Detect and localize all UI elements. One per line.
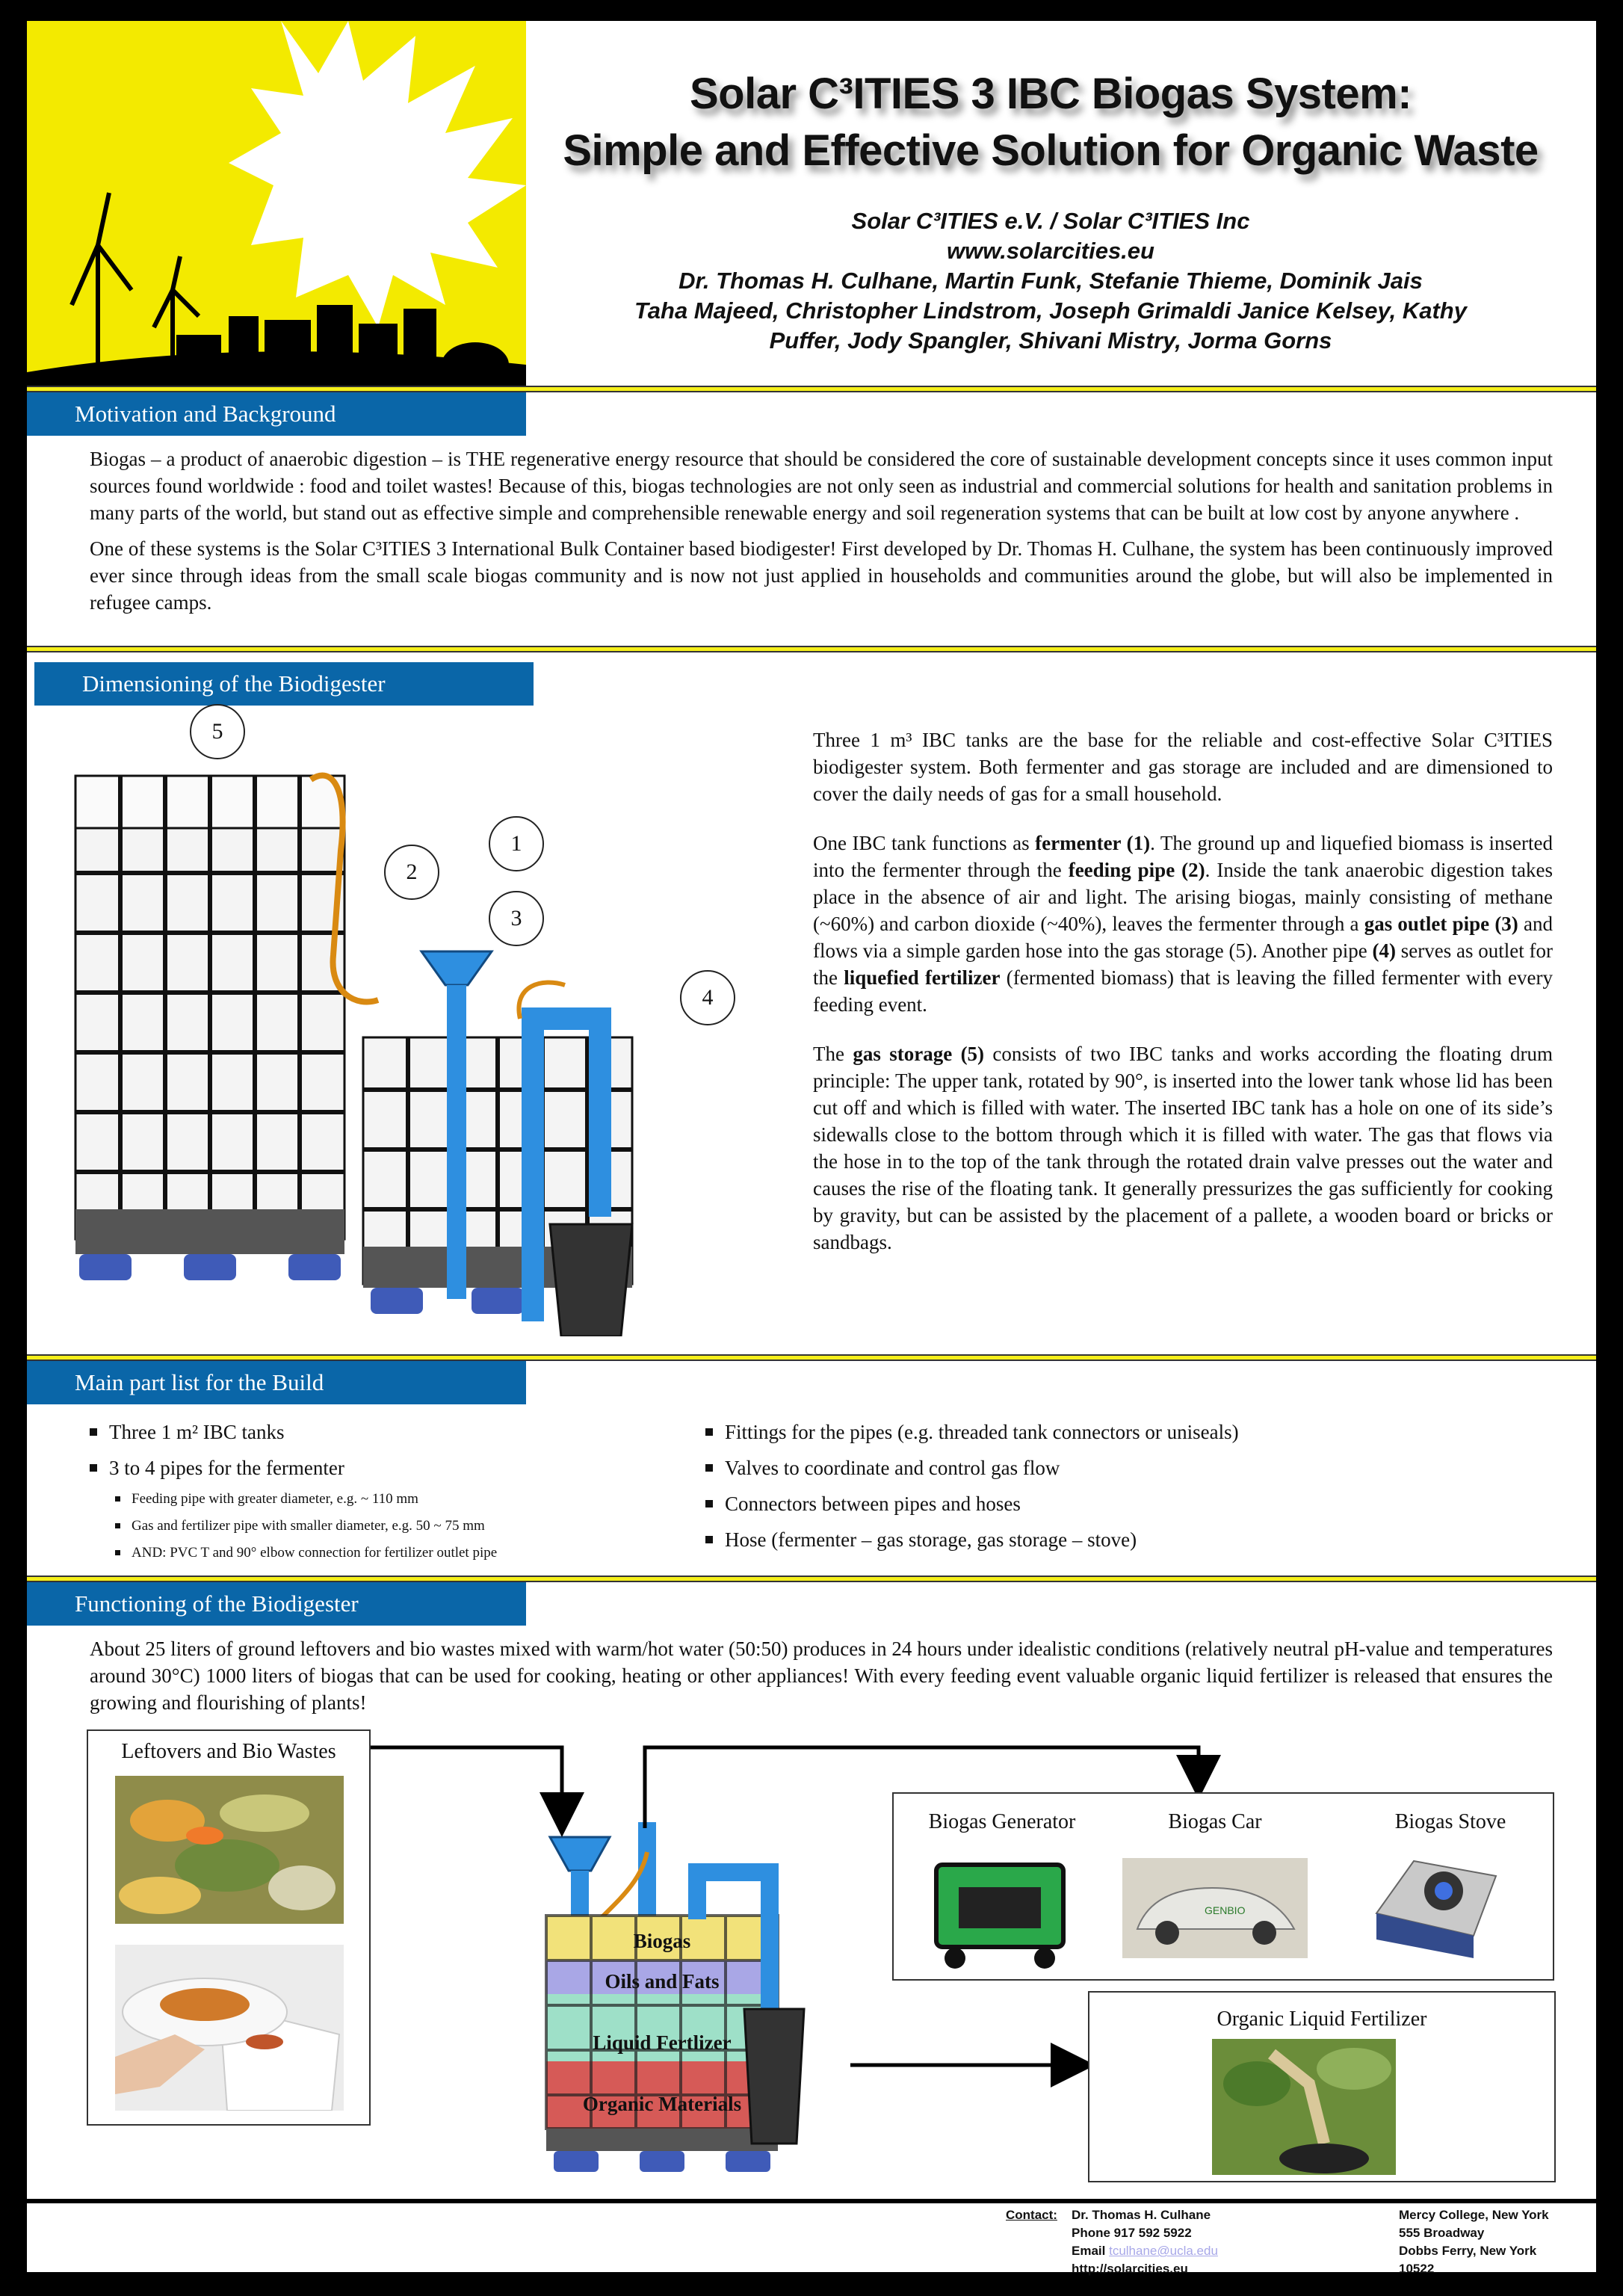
authors-line-2: Taha Majeed, Christopher Lindstrom, Joseph Grimaldi Janice Kelsey, Kathy — [634, 297, 1467, 324]
divider — [27, 386, 1596, 392]
section-heading-dimensioning: Dimensioning of the Biodigester — [34, 662, 534, 706]
car-image — [1122, 1858, 1308, 1958]
dimensioning-text — [813, 726, 1553, 1265]
car-brand-text: GENBIO — [1205, 1904, 1246, 1916]
part-subitem: Gas and fertilizer pipe with smaller diameter, e.g. 50 ~ 75 mm — [90, 1513, 702, 1540]
fertilizer-label: Organic Liquid Fertilizer — [1217, 2008, 1427, 2031]
sun-wind-city-icon — [27, 21, 526, 387]
part-item: Hose (fermenter – gas storage, gas storage – stove) — [705, 1522, 1550, 1558]
address-street: 555 Broadway — [1399, 2226, 1485, 2240]
authors-line-3: Puffer, Jody Spangler, Shivani Mistry, Jorma Gorns — [769, 327, 1332, 354]
output-label-generator: Biogas Generator — [928, 1810, 1076, 1833]
food-waste-image — [115, 1776, 344, 1924]
divider — [27, 1354, 1596, 1361]
ibc-biodigester-illustration — [64, 761, 707, 1336]
contact-email-row: Email tculhane@ucla.edu — [1072, 2244, 1218, 2258]
title-line-2: Simple and Effective Solution for Organic Waste — [563, 126, 1539, 175]
organization: Solar C³ITIES e.V. / Solar C³ITIES Inc — [851, 208, 1250, 234]
output-label-car: Biogas Car — [1168, 1810, 1262, 1833]
input-label: Leftovers and Bio Wastes — [121, 1740, 336, 1763]
title-line-1: Solar C³ITIES 3 IBC Biogas System: — [689, 70, 1412, 118]
stove-image — [1369, 1846, 1500, 1967]
poster-title — [550, 66, 1551, 179]
contact-label: Contact: — [1006, 2208, 1057, 2222]
contact-phone: Phone 917 592 5922 — [1072, 2226, 1192, 2240]
poster — [27, 21, 1596, 2276]
dimensioning-paragraph-1: Three 1 m³ IBC tanks are the base for the reliable and cost-effective Solar C³ITIES biodigester system. Both fermenter and gas storage are included and are dimensioned to cover the daily needs of gas for a small household. — [813, 729, 1553, 805]
motivation-paragraph-2: One of these systems is the Solar C³ITIES 3 International Bulk Container based biodigester! First developed by Dr. Thomas H. Culhane, the system has been continuously improved ever since through ideas from the small scale biogas community and is now not just applied in households and communities around the globe, but will also be implemented in refugee camps. — [90, 537, 1553, 614]
dimensioning-paragraph-3: The gas storage (5) consists of two IBC tanks and works according the floating drum principle: The upper tank, rotated by 90°, is inserted into the lower tank whose lid has been cut off and which is filled with water. The inserted IBC tank has a hole on one of its side’s sidewalls close to the bottom through which it is filled with water. The gas that flows via the hose in to the top of the tank through the rotated drain valve presses out the water and causes the rise of the floating tank. It generally pressurizes the gas sufficiently for cooking by gravity, but can be assisted by the placement of a pallete, a wooden board or bricks or sandbags. — [813, 1043, 1553, 1253]
generator-image — [925, 1846, 1075, 1970]
scraping-waste-image — [115, 1945, 344, 2111]
part-subitem: AND: PVC T and 90° elbow connection for fertilizer outlet pipe — [90, 1540, 702, 1567]
divider — [27, 1576, 1596, 1582]
callout-4: 4 — [680, 970, 735, 1025]
address-city: Dobbs Ferry, New York — [1399, 2244, 1537, 2258]
address-college: Mercy College, New York — [1399, 2208, 1549, 2222]
section-heading-parts: Main part list for the Build — [27, 1361, 526, 1404]
part-item: Three 1 m² IBC tanks — [90, 1414, 702, 1450]
logo-panel — [27, 21, 526, 387]
contact-web[interactable]: http://solarcities.eu — [1072, 2262, 1188, 2276]
callout-1: 1 — [489, 816, 544, 871]
callout-2: 2 — [384, 845, 439, 900]
dimensioning-paragraph-2: One IBC tank functions as fermenter (1). The ground up and liquefied biomass is inserted into the fermenter through the feeding pipe (2). Inside the tank anaerobic digestion takes place in the absence of air and light. The arising biogas, mainly consisting of methane (~60%) and carbon dioxide (~40%), leaves the fermenter through a gas outlet pipe (3) and flows via a simple garden hose into the gas storage (5). Another pipe (4) serves as outlet for the liquefied fertilizer (fermented biomass) that is leaving the filled fermenter with every feeding event. — [813, 832, 1553, 1016]
email-link[interactable]: tculhane@ucla.edu — [1109, 2244, 1218, 2258]
contact-name: Dr. Thomas H. Culhane — [1072, 2208, 1211, 2222]
layer-oils-fats: Oils and Fats — [605, 1970, 720, 1993]
part-item: Fittings for the pipes (e.g. threaded tank connectors or uniseals) — [705, 1414, 1550, 1450]
callout-3: 3 — [489, 891, 544, 946]
input-box — [87, 1729, 371, 2126]
footer-rule — [27, 2199, 1596, 2203]
section-heading-motivation: Motivation and Background — [27, 392, 526, 436]
layer-liquid-fertilizer: Liquid Fertlizer — [593, 2031, 732, 2054]
section-heading-functioning: Functioning of the Biodigester — [27, 1582, 526, 1626]
output-label-stove: Biogas Stove — [1394, 1810, 1506, 1833]
authors-line-1: Dr. Thomas H. Culhane, Martin Funk, Stefanie Thieme, Dominik Jais — [678, 268, 1423, 294]
outputs-box — [892, 1792, 1554, 1981]
address-zip: 10522 — [1399, 2262, 1435, 2276]
parts-list-right — [705, 1414, 1550, 1558]
part-subitem: Feeding pipe with greater diameter, e.g. ~ 110 mm — [90, 1486, 702, 1513]
website-link[interactable]: www.solarcities.eu — [947, 238, 1154, 264]
layer-biogas: Biogas — [633, 1930, 691, 1952]
divider — [27, 646, 1596, 652]
contact-address — [1399, 2206, 1586, 2278]
part-item: Connectors between pipes and hoses — [705, 1486, 1550, 1522]
part-item: Valves to coordinate and control gas flow — [705, 1450, 1550, 1486]
authors-block — [550, 206, 1551, 356]
fertilizer-box — [1088, 1991, 1556, 2182]
parts-list-left — [90, 1414, 702, 1567]
functioning-text: About 25 liters of ground leftovers and bio wastes mixed with warm/hot water (50:50) produces in 24 hours under idealistic conditions (relatively neutral pH-value and temperatures around 30°C) 1000 liters of biogas that can be used for cooking, heating or other appliances! With every feeding event valuable organic liquid fertilizer is released that ensures the growing and flourishing of plants! — [90, 1638, 1553, 1714]
layer-organic-materials: Organic Materials — [582, 2093, 742, 2115]
part-item: 3 to 4 pipes for the fermenter — [90, 1450, 702, 1486]
callout-5: 5 — [190, 704, 245, 759]
contact-details — [1072, 2206, 1385, 2278]
motivation-text — [90, 445, 1553, 625]
fertilizer-image — [1212, 2039, 1396, 2175]
motivation-paragraph-1: Biogas – a product of anaerobic digestion – is THE regenerative energy resource that should be considered the core of sustainable development concepts since it uses common input sources found worldwide : food and toilet wastes! Because of this, biogas technologies are not only seen as industrial and commercial solutions for health and sanitation problems in many parts of the world, but stand out as effective simple and comprehensible renewable energy and soil regeneration systems that can be built at low cost by anyone anywhere . — [90, 448, 1553, 524]
